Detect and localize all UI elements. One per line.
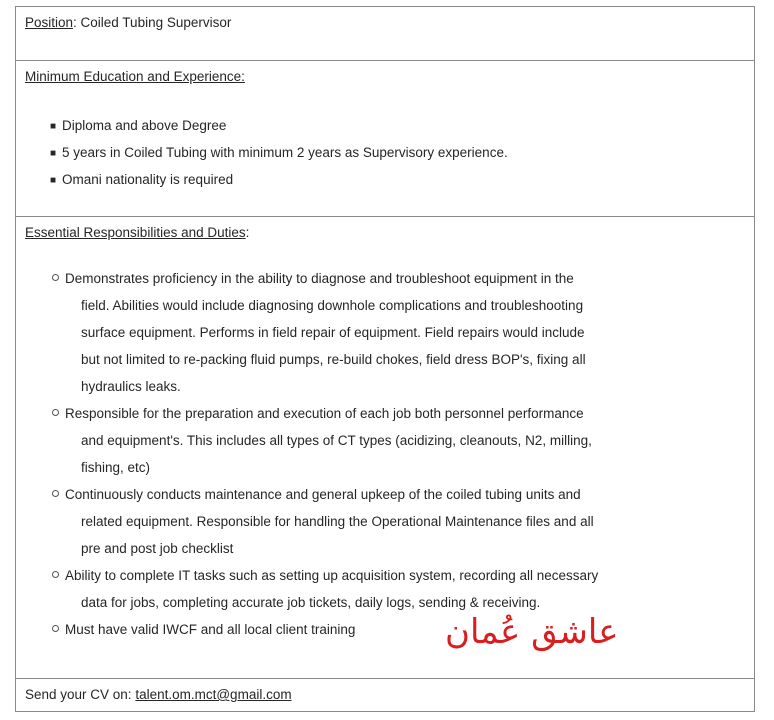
bullet-icon: ■ — [50, 175, 57, 186]
contact-line — [25, 687, 292, 702]
education-item: ■ Omani nationality is required — [50, 167, 508, 194]
position-line — [25, 15, 231, 30]
circle-bullet-icon — [52, 571, 59, 578]
education-item: ■ Diploma and above Degree — [50, 113, 508, 140]
duty-item: Responsible for the preparation and execution of each job both personnel performance and equipment's. This includes all types of CT types (acidizing, cleanouts, N2, milling, fishing, etc) — [52, 400, 702, 481]
bullet-icon: ■ — [50, 148, 57, 159]
circle-bullet-icon — [52, 490, 59, 497]
duty-item: Must have valid IWCF and all local client training — [52, 616, 702, 643]
duties-heading: Essential Responsibilities and Duties — [25, 225, 246, 240]
duties-section — [16, 217, 754, 679]
duty-item: Continuously conducts maintenance and general upkeep of the coiled tubing units and related equipment. Responsible for handling the Operational Maintenance files and all pre and post job checklist — [52, 481, 702, 562]
contact-section — [16, 679, 754, 711]
duties-heading-line — [25, 225, 249, 240]
circle-bullet-icon — [52, 625, 59, 632]
duty-item: Demonstrates proficiency in the ability to diagnose and troubleshoot equipment in the field. Abilities would include diagnosing downhole complications and troubleshooting surface equipment. Performs in field repair of equipment. Field repairs would include but not limited to re-packing fluid pumps, re-build chokes, field dress BOP's, fixing all hydraulics leaks. — [52, 265, 702, 400]
bullet-icon: ■ — [50, 121, 57, 132]
arabic-overlay-text: عاشق عُمان — [445, 612, 619, 652]
job-posting-frame — [15, 6, 755, 712]
circle-bullet-icon — [52, 274, 59, 281]
position-value: : Coiled Tubing Supervisor — [73, 15, 232, 30]
contact-email-link[interactable]: talent.om.mct@gmail.com — [135, 687, 292, 702]
education-heading: Minimum Education and Experience: — [25, 69, 245, 84]
circle-bullet-icon — [52, 409, 59, 416]
contact-label: Send your CV on: — [25, 687, 136, 702]
position-label: Position — [25, 15, 74, 30]
education-list — [50, 113, 508, 194]
duty-item: Ability to complete IT tasks such as setting up acquisition system, recording all necessary data for jobs, completing accurate job tickets, daily logs, sending & receiving. — [52, 562, 702, 616]
duties-heading-suffix: : — [245, 225, 250, 240]
education-section — [16, 61, 754, 217]
position-section — [16, 7, 754, 61]
duties-list — [52, 265, 702, 643]
education-item: ■ 5 years in Coiled Tubing with minimum 2 years as Supervisory experience. — [50, 140, 508, 167]
